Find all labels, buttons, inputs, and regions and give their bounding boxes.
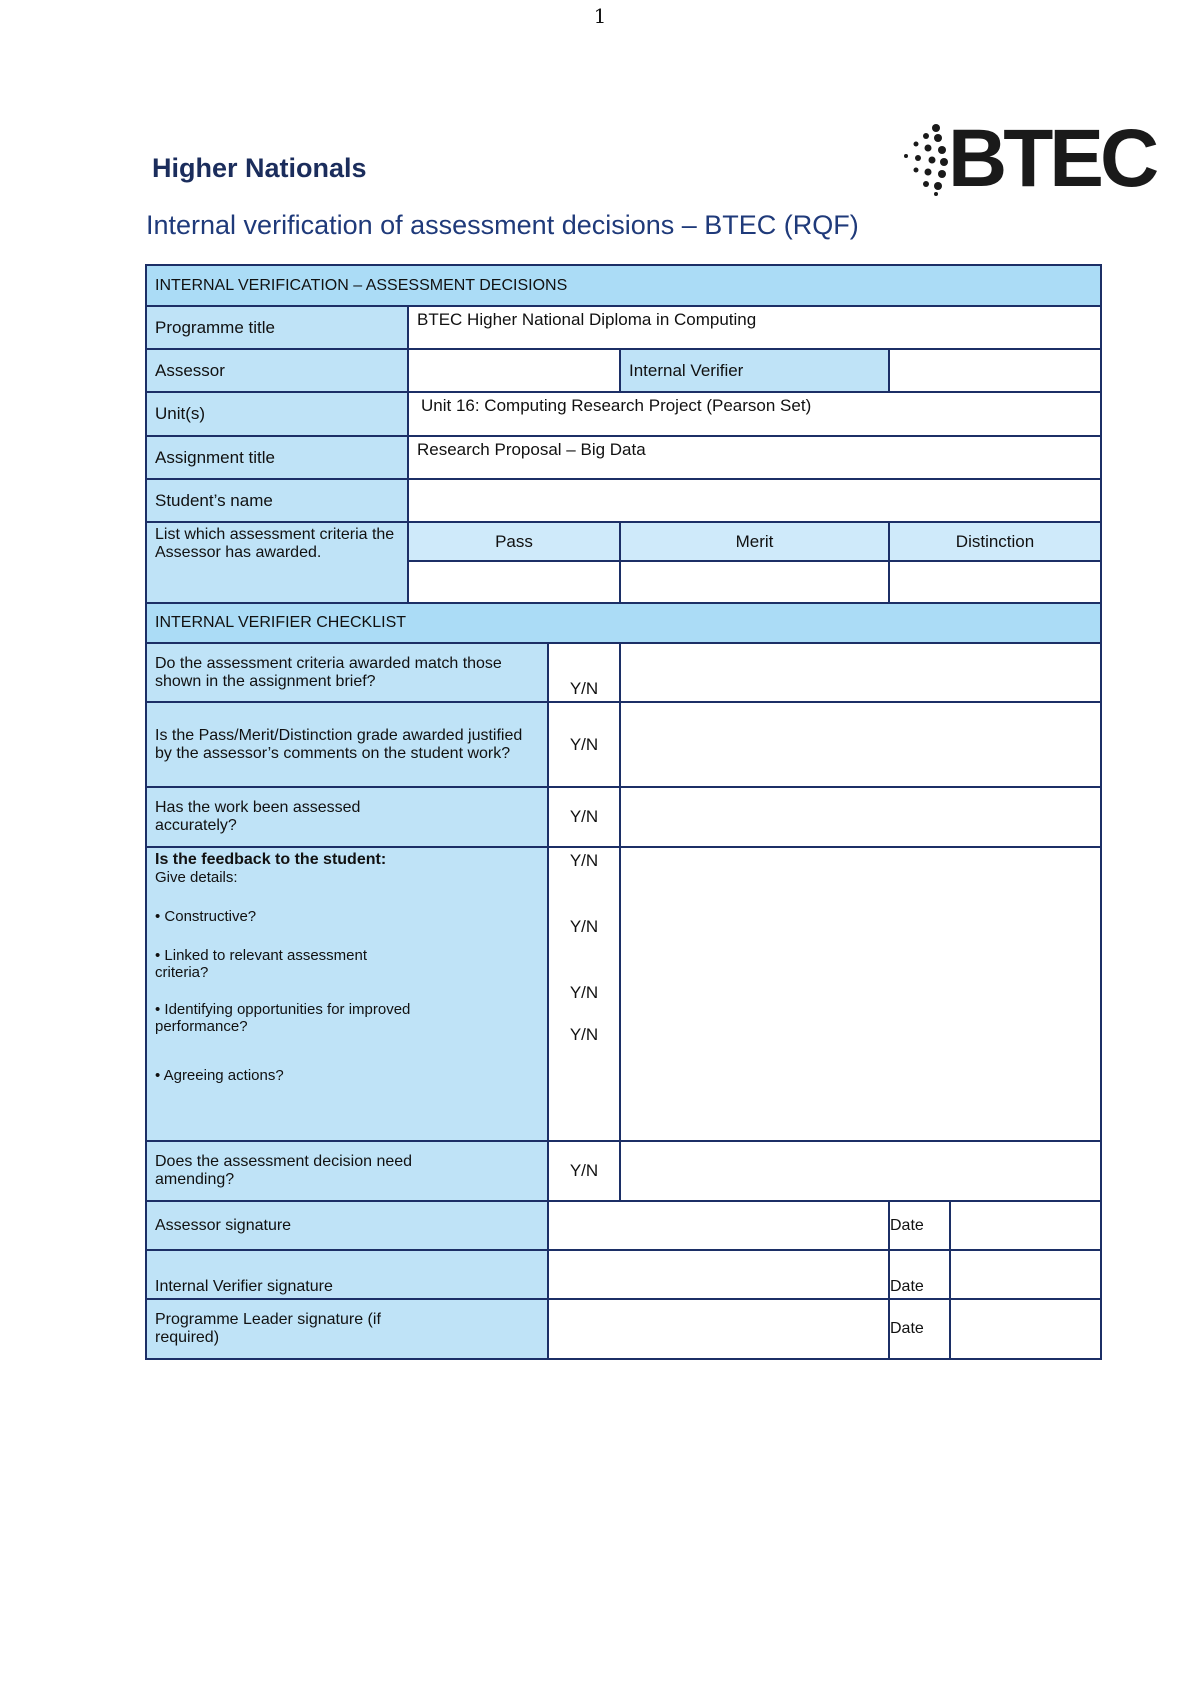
iv-signature-label: Internal Verifier signature bbox=[146, 1250, 548, 1299]
section-heading-checklist: INTERNAL VERIFIER CHECKLIST bbox=[146, 603, 1101, 643]
iv-date-field[interactable] bbox=[950, 1250, 1101, 1299]
comment-decision-amending[interactable] bbox=[620, 1141, 1101, 1201]
assessor-date-label: Date bbox=[889, 1201, 950, 1250]
feedback-agreeing: • Agreeing actions? bbox=[155, 1067, 284, 1084]
comment-criteria-match[interactable] bbox=[620, 643, 1101, 702]
feedback-give-details: Give details: bbox=[155, 869, 238, 886]
question-criteria-match: Do the assessment criteria awarded match those shown in the assignment brief? bbox=[146, 643, 548, 702]
student-name-field[interactable] bbox=[408, 479, 1101, 522]
verification-form bbox=[145, 264, 1102, 1360]
pl-signature-label: Programme Leader signature (if required) bbox=[146, 1299, 548, 1359]
page-title: Higher Nationals bbox=[152, 153, 367, 183]
programme-title-value[interactable]: BTEC Higher National Diploma in Computing bbox=[408, 306, 1101, 349]
yn-agreeing[interactable]: Y/N bbox=[569, 1025, 599, 1044]
btec-logo bbox=[902, 113, 1156, 204]
comment-grade-justified[interactable] bbox=[620, 702, 1101, 787]
programme-title-label: Programme title bbox=[146, 306, 408, 349]
internal-verifier-label: Internal Verifier bbox=[620, 349, 889, 392]
merit-header: Merit bbox=[620, 522, 889, 561]
section-heading-assessment: INTERNAL VERIFICATION – ASSESSMENT DECISIONS bbox=[146, 265, 1101, 306]
units-value[interactable]: Unit 16: Computing Research Project (Pearson Set) bbox=[408, 392, 1101, 436]
assessor-label: Assessor bbox=[146, 349, 408, 392]
dots-logo-icon bbox=[902, 124, 950, 196]
assessor-date-field[interactable] bbox=[950, 1201, 1101, 1250]
question-feedback bbox=[146, 847, 548, 1141]
page-number: 1 bbox=[593, 4, 607, 28]
pl-signature-field[interactable] bbox=[548, 1299, 889, 1359]
assessor-signature-label: Assessor signature bbox=[146, 1201, 548, 1250]
feedback-opportunities: • Identifying opportunities for improved performance? bbox=[155, 1001, 411, 1035]
student-name-label: Student’s name bbox=[146, 479, 408, 522]
yn-criteria-match[interactable]: Y/N bbox=[548, 643, 620, 702]
comment-assessed-accurately[interactable] bbox=[620, 787, 1101, 847]
distinction-field[interactable] bbox=[889, 561, 1101, 603]
internal-verifier-field[interactable] bbox=[889, 349, 1101, 392]
yn-feedback-column bbox=[548, 847, 620, 1141]
feedback-heading: Is the feedback to the student: bbox=[155, 851, 387, 868]
assessor-signature-field[interactable] bbox=[548, 1201, 889, 1250]
pass-header: Pass bbox=[408, 522, 620, 561]
pass-field[interactable] bbox=[408, 561, 620, 603]
criteria-label: List which assessment criteria the Assessor has awarded. bbox=[146, 522, 408, 603]
yn-constructive[interactable]: Y/N bbox=[569, 851, 599, 870]
feedback-constructive: • Constructive? bbox=[155, 908, 257, 925]
logo-text: BTEC bbox=[948, 113, 1156, 204]
assignment-title-value[interactable]: Research Proposal – Big Data bbox=[408, 436, 1101, 479]
yn-opportunities[interactable]: Y/N bbox=[569, 983, 599, 1002]
question-grade-justified: Is the Pass/Merit/Distinction grade awarded justified by the assessor’s comments on the student work? bbox=[146, 702, 548, 787]
iv-signature-field[interactable] bbox=[548, 1250, 889, 1299]
merit-field[interactable] bbox=[620, 561, 889, 603]
pl-date-field[interactable] bbox=[950, 1299, 1101, 1359]
yn-linked[interactable]: Y/N bbox=[569, 917, 599, 936]
page-subtitle: Internal verification of assessment decisions – BTEC (RQF) bbox=[146, 210, 859, 240]
question-assessed-accurately: Has the work been assessed accurately? bbox=[146, 787, 548, 847]
comment-feedback[interactable] bbox=[620, 847, 1101, 1141]
feedback-linked: • Linked to relevant assessment criteria? bbox=[155, 947, 368, 981]
yn-decision-amending[interactable]: Y/N bbox=[548, 1141, 620, 1201]
yn-assessed-accurately[interactable]: Y/N bbox=[548, 787, 620, 847]
question-decision-amending: Does the assessment decision need amending? bbox=[146, 1141, 548, 1201]
yn-grade-justified[interactable]: Y/N bbox=[548, 702, 620, 787]
iv-date-label: Date bbox=[889, 1250, 950, 1299]
distinction-header: Distinction bbox=[889, 522, 1101, 561]
assignment-title-label: Assignment title bbox=[146, 436, 408, 479]
assessor-field[interactable] bbox=[408, 349, 620, 392]
pl-date-label: Date bbox=[889, 1299, 950, 1359]
units-label: Unit(s) bbox=[146, 392, 408, 436]
